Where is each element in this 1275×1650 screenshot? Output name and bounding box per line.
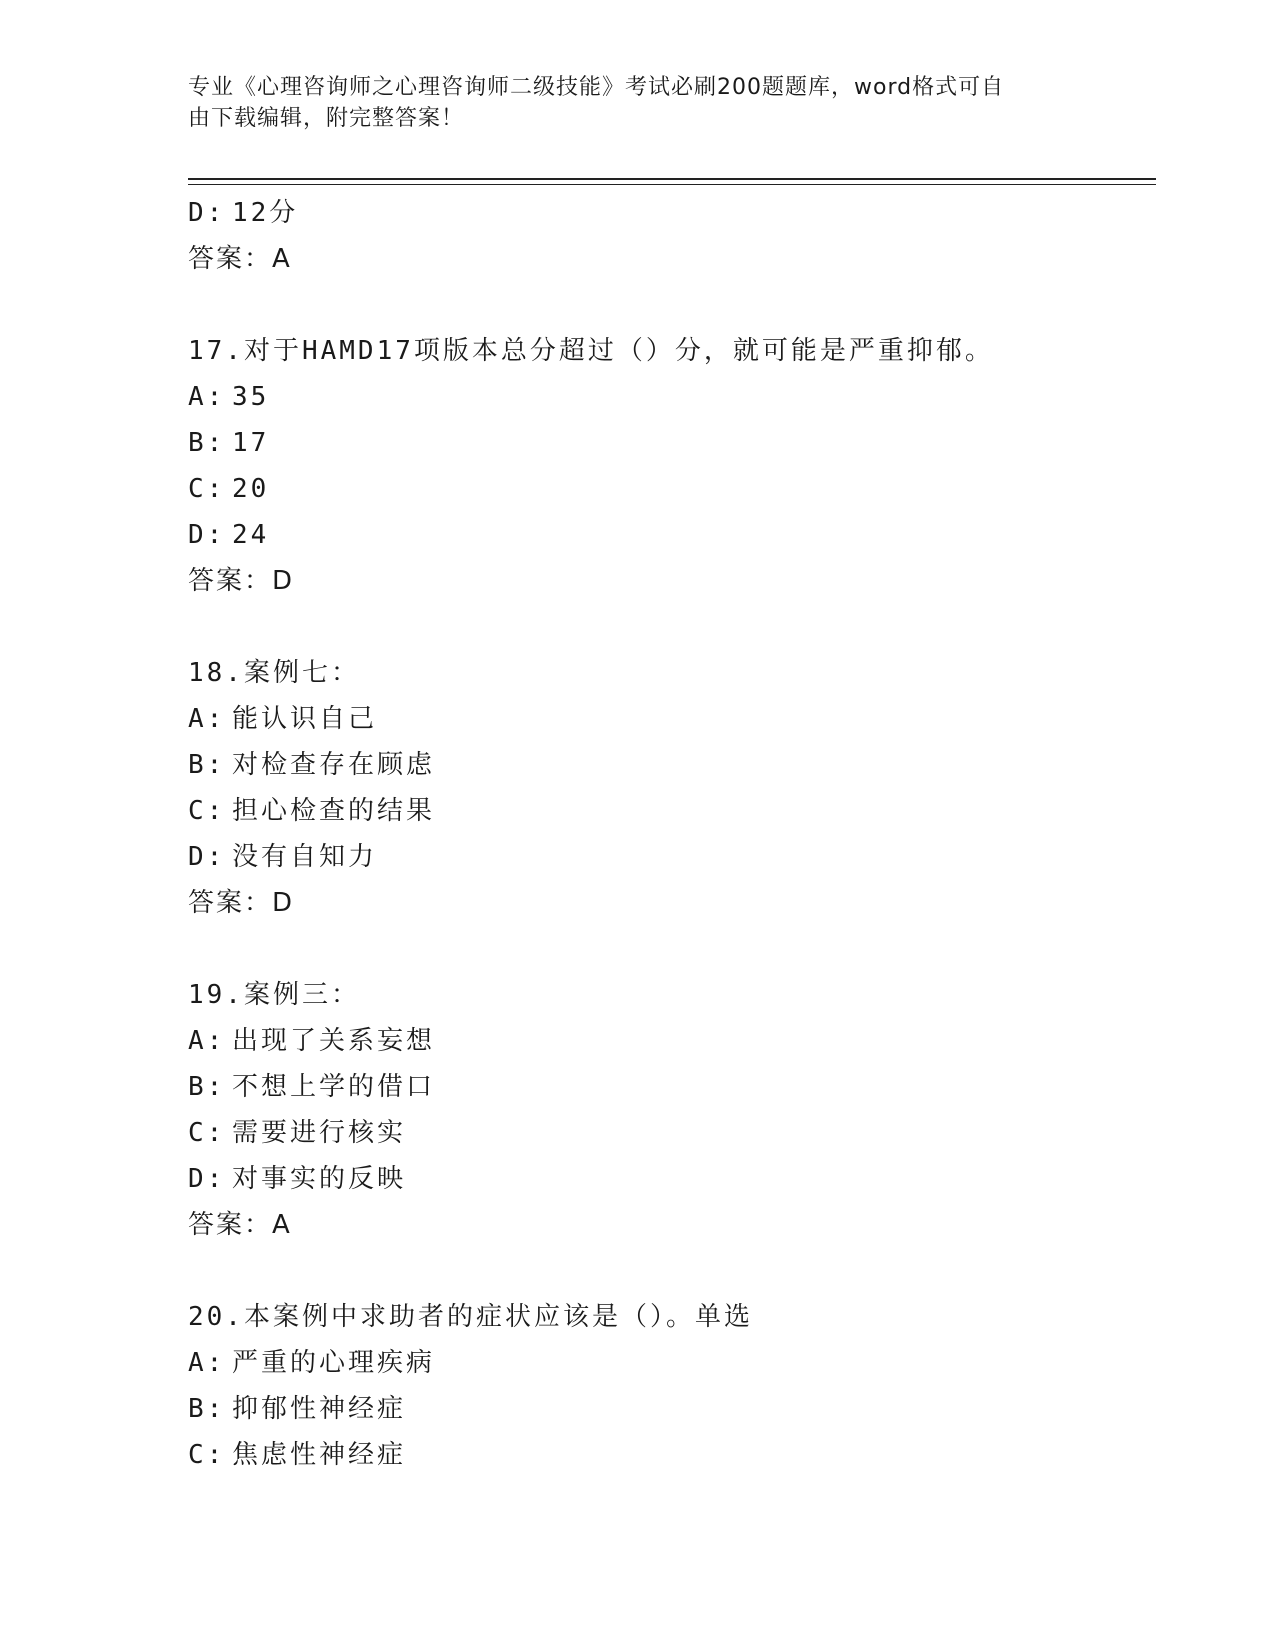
option-text: 17: [232, 428, 270, 458]
header-divider-thick: [188, 178, 1156, 180]
spacer: [188, 926, 1148, 972]
answer-line: 答案：A: [188, 244, 292, 274]
option-text: 能认识自己: [232, 704, 378, 734]
option-key: A:: [188, 704, 226, 734]
question-stem: 20.本案例中求助者的症状应该是（）。单选: [188, 1302, 753, 1332]
option-text: 35: [232, 382, 270, 412]
option-line: [188, 1156, 1148, 1202]
option-line: [188, 420, 1148, 466]
header-line-2: 由下载编辑，附完整答案！: [188, 106, 465, 131]
option-line: [188, 1432, 1148, 1478]
option-key: B:: [188, 428, 226, 458]
answer-line: 答案：D: [188, 888, 295, 918]
option-key: B:: [188, 1394, 226, 1424]
option-text: 24: [232, 520, 270, 550]
question-stem: 19.案例三：: [188, 980, 360, 1010]
option-key: D:: [188, 520, 226, 550]
option-key: D:: [188, 842, 226, 872]
option-line: [188, 512, 1148, 558]
option-line: [188, 466, 1148, 512]
option-text: 不想上学的借口: [232, 1072, 436, 1102]
option-key: C:: [188, 1118, 226, 1148]
option-line: [188, 742, 1148, 788]
spacer: [188, 1248, 1148, 1294]
option-key: C:: [188, 796, 226, 826]
option-text: 20: [232, 474, 270, 504]
option-line: [188, 374, 1148, 420]
option-text: 严重的心理疾病: [232, 1348, 436, 1378]
option-key: D:: [188, 1164, 226, 1194]
answer-line: 答案：D: [188, 566, 295, 596]
option-line: [188, 1340, 1148, 1386]
question-stem: 18.案例七：: [188, 658, 360, 688]
option-text: 抑郁性神经症: [232, 1394, 407, 1424]
option-key: C:: [188, 1440, 226, 1470]
answer-line: 答案：A: [188, 1210, 292, 1240]
option-text: 12分: [232, 198, 299, 228]
option-key: C:: [188, 474, 226, 504]
option-text: 担心检查的结果: [232, 796, 436, 826]
option-line: [188, 696, 1148, 742]
option-key: B:: [188, 750, 226, 780]
option-text: 没有自知力: [232, 842, 378, 872]
option-key: A:: [188, 1348, 226, 1378]
option-line: [188, 190, 1148, 236]
spacer: [188, 282, 1148, 328]
option-line: [188, 1386, 1148, 1432]
header-divider-thin: [188, 184, 1156, 185]
option-text: 需要进行核实: [232, 1118, 407, 1148]
option-line: [188, 1110, 1148, 1156]
option-line: [188, 1064, 1148, 1110]
spacer: [188, 604, 1148, 650]
option-text: 对检查存在顾虑: [232, 750, 436, 780]
option-line: [188, 1018, 1148, 1064]
option-text: 对事实的反映: [232, 1164, 407, 1194]
option-key: B:: [188, 1072, 226, 1102]
option-line: [188, 788, 1148, 834]
option-key: A:: [188, 1026, 226, 1056]
option-text: 焦虑性神经症: [232, 1440, 407, 1470]
document-header: [188, 72, 1068, 134]
question-stem: 17.对于HAMD17项版本总分超过（）分，就可能是严重抑郁。: [188, 336, 994, 366]
option-key: D:: [188, 198, 226, 228]
option-text: 出现了关系妄想: [232, 1026, 436, 1056]
question-list: [188, 190, 1148, 1478]
option-key: A:: [188, 382, 226, 412]
option-line: [188, 834, 1148, 880]
header-line-1: 专业《心理咨询师之心理咨询师二级技能》考试必刷200题题库，word格式可自: [188, 75, 1005, 100]
